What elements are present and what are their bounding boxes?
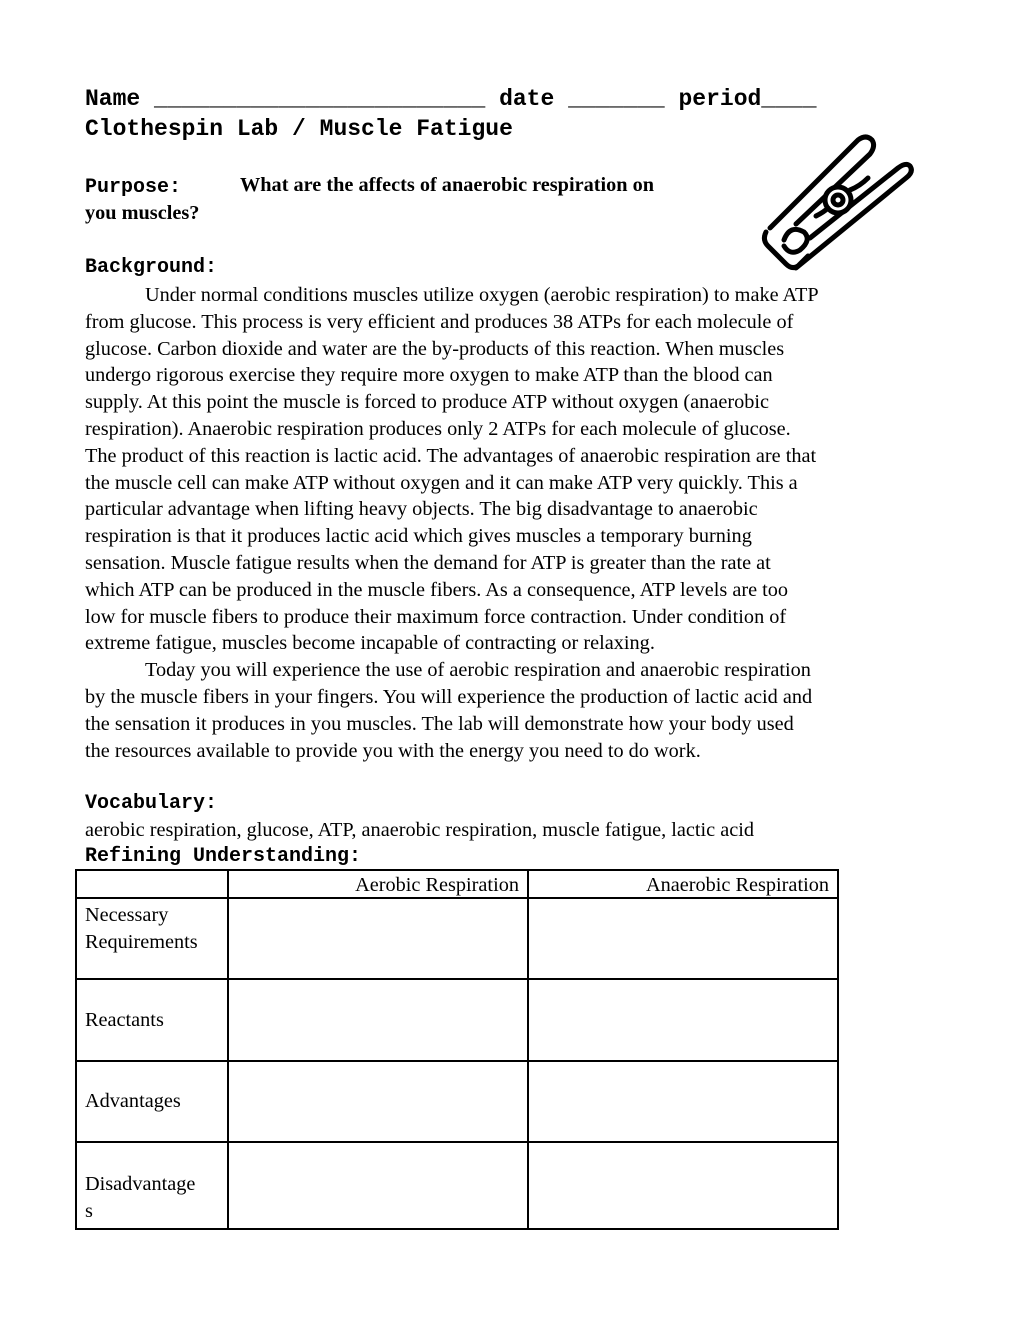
answer-cell[interactable] <box>528 1061 838 1142</box>
vocabulary-heading: Vocabulary: <box>85 792 218 815</box>
name-date-period-line: Name ________________________ date _______ period____ <box>85 86 817 112</box>
answer-cell[interactable] <box>228 979 528 1061</box>
background-line: glucose. Carbon dioxide and water are the by-products of this reaction. When muscles <box>85 337 785 360</box>
background-line: supply. At this point the muscle is forced to produce ATP without oxygen (anaerobic <box>85 391 769 414</box>
background-line: Today you will experience the use of aerobic respiration and anaerobic respiration <box>145 659 811 682</box>
background-heading: Background: <box>85 256 218 279</box>
background-line: the muscle cell can make ATP without oxygen and it can make ATP very quickly. This a <box>85 471 798 494</box>
row-label-line: Disadvantage <box>85 1173 196 1195</box>
refining-heading: Refining Understanding: <box>85 845 362 868</box>
background-line: respiration is that it produces lactic acid which gives muscles a temporary burning <box>85 525 752 548</box>
background-line: respiration). Anaerobic respiration produces only 2 ATPs for each molecule of glucose. <box>85 417 791 440</box>
clothespin-icon <box>756 128 922 272</box>
background-line: which ATP can be produced in the muscle fibers. As a consequence, ATP levels are too <box>85 578 789 601</box>
background-line: from glucose. This process is very efficient and produces 38 ATPs for each molecule of <box>85 310 794 333</box>
background-line: by the muscle fibers in your fingers. You will experience the production of lactic acid and <box>85 685 813 708</box>
purpose-question-line1: What are the affects of anaerobic respiration on <box>240 174 655 196</box>
purpose-label: Purpose: <box>85 176 182 199</box>
background-text <box>85 282 819 764</box>
table-header-anaerobic: Anaerobic Respiration <box>528 870 838 898</box>
row-label-advantages: Advantages <box>76 1061 228 1142</box>
answer-cell[interactable] <box>528 898 838 979</box>
row-label-line: Necessary <box>85 904 169 926</box>
table-row <box>76 979 838 1061</box>
answer-cell[interactable] <box>228 1142 528 1229</box>
answer-cell[interactable] <box>528 979 838 1061</box>
row-label-reactants: Reactants <box>76 979 228 1061</box>
answer-cell[interactable] <box>228 1061 528 1142</box>
purpose-question-line2: you muscles? <box>85 202 200 224</box>
background-line: the resources available to provide you with the energy you need to do work. <box>85 739 701 762</box>
answer-cell[interactable] <box>228 898 528 979</box>
background-line: sensation. Muscle fatigue results when the demand for ATP is greater than the rate at <box>85 551 771 574</box>
background-line: the sensation it produces in you muscles. The lab will demonstrate how your body used <box>85 712 794 735</box>
refining-table <box>75 869 839 1230</box>
background-line: extreme fatigue, muscles become incapable of contracting or relaxing. <box>85 632 655 655</box>
table-header-row <box>76 870 838 898</box>
row-label-line: Requirements <box>85 931 198 953</box>
table-row <box>76 1142 838 1229</box>
row-label-necessary-requirements <box>76 898 228 979</box>
background-line: The product of this reaction is lactic acid. The advantages of anaerobic respiration are that <box>85 444 817 467</box>
table-row <box>76 1061 838 1142</box>
page-title: Clothespin Lab / Muscle Fatigue <box>85 116 513 142</box>
answer-cell[interactable] <box>528 1142 838 1229</box>
row-label-line: s <box>85 1200 93 1222</box>
background-line: Under normal conditions muscles utilize oxygen (aerobic respiration) to make ATP <box>145 284 819 306</box>
table-header-blank <box>76 870 228 898</box>
background-line: particular advantage when lifting heavy objects. The big disadvantage to anaerobic <box>85 498 758 521</box>
background-line: low for muscle fibers to produce their maximum force contraction. Under condition of <box>85 605 787 628</box>
table-header-aerobic: Aerobic Respiration <box>228 870 528 898</box>
background-line: undergo rigorous exercise they require more oxygen to make ATP than the blood can <box>85 364 773 387</box>
vocabulary-terms: aerobic respiration, glucose, ATP, anaerobic respiration, muscle fatigue, lactic acid <box>85 819 755 841</box>
row-label-disadvantages <box>76 1142 228 1229</box>
table-row <box>76 898 838 979</box>
